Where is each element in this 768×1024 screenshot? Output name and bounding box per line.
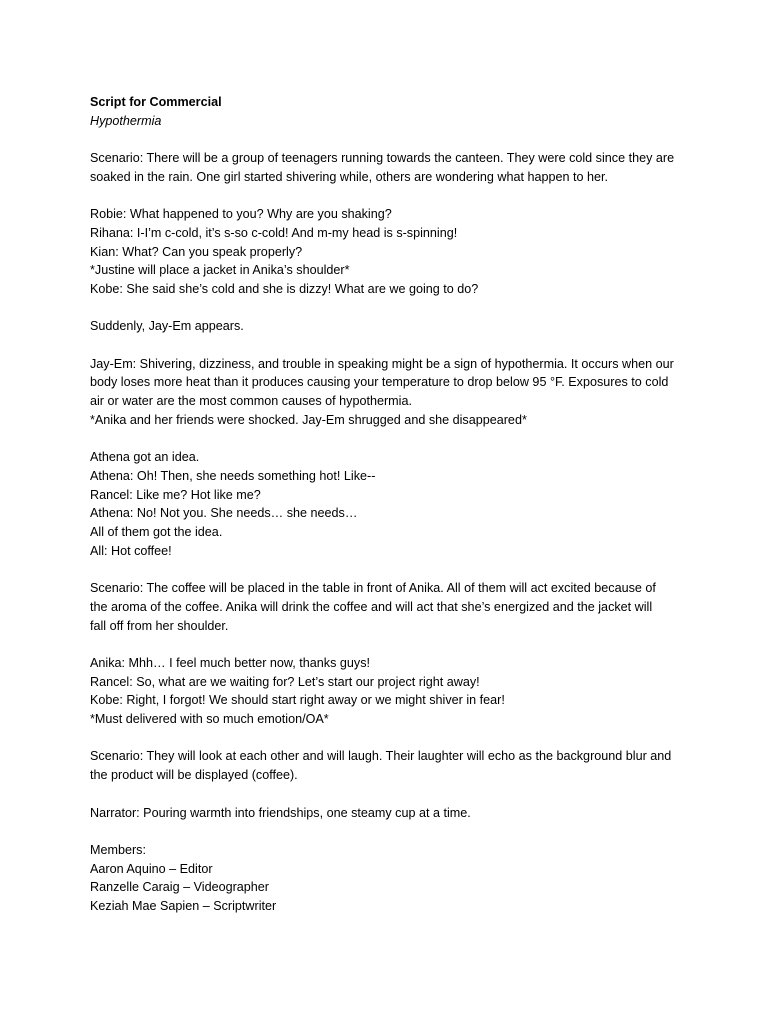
script-paragraph [90, 747, 690, 784]
script-line: soaked in the rain. One girl started shivering while, others are wondering what happen to her. [90, 169, 609, 184]
script-line: Robie: What happened to you? Why are you shaking? [90, 207, 392, 222]
script-line: the product will be displayed (coffee). [90, 768, 298, 783]
script-line: Suddenly, Jay-Em appears. [90, 319, 244, 334]
script-paragraph [90, 205, 690, 299]
script-paragraph [90, 804, 690, 823]
script-line: Kobe: Right, I forgot! We should start right away or we might shiver in fear! [90, 693, 505, 708]
script-line: Athena got an idea. [90, 450, 200, 465]
script-paragraph [90, 654, 690, 729]
heading-block [90, 93, 690, 130]
script-line: Rihana: I-I’m c-cold, it’s s-so c-cold! And m-my head is s-spinning! [90, 225, 458, 240]
script-line: air or water are the most common causes of hypothermia. [90, 394, 412, 409]
script-line: Keziah Mae Sapien – Scriptwriter [90, 899, 277, 914]
script-line: body loses more heat than it produces causing your temperature to drop below 95 °F. Exposures to cold [90, 375, 669, 390]
script-line: All of them got the idea. [90, 525, 223, 540]
script-line: *Must delivered with so much emotion/OA* [90, 712, 329, 727]
script-line: Kian: What? Can you speak properly? [90, 244, 303, 259]
script-line: Scenario: There will be a group of teenagers running towards the canteen. They were cold since they are [90, 151, 675, 166]
script-line: fall off from her shoulder. [90, 618, 229, 633]
script-line: Ranzelle Caraig – Videographer [90, 880, 269, 895]
script-line: Anika: Mhh… I feel much better now, thanks guys! [90, 655, 371, 670]
script-line: Scenario: They will look at each other and will laugh. Their laughter will echo as the background blur and [90, 749, 672, 764]
script-line: Rancel: So, what are we waiting for? Let’s start our project right away! [90, 674, 480, 689]
script-paragraph [90, 579, 690, 635]
script-body [90, 149, 690, 916]
script-paragraph [90, 149, 690, 186]
script-paragraph [90, 448, 690, 560]
script-line: Kobe: She said she’s cold and she is dizzy! What are we going to do? [90, 282, 479, 296]
script-line: *Anika and her friends were shocked. Jay-Em shrugged and she disappeared* [90, 412, 527, 427]
script-line: Athena: No! Not you. She needs… she needs… [90, 506, 358, 521]
script-line: Rancel: Like me? Hot like me? [90, 487, 261, 502]
script-line: Narrator: Pouring warmth into friendships, one steamy cup at a time. [90, 805, 471, 820]
script-paragraph [90, 317, 690, 336]
document-subtitle: Hypothermia [90, 113, 162, 128]
script-line: the aroma of the coffee. Anika will drink the coffee and will act that she’s energized and the jacket will [90, 599, 653, 614]
script-line: Members: [90, 842, 146, 857]
script-line: *Justine will place a jacket in Anika’s shoulder* [90, 263, 350, 278]
script-paragraph [90, 841, 690, 916]
script-line: Athena: Oh! Then, she needs something hot! Like-- [90, 468, 376, 483]
document-title: Script for Commercial [90, 95, 222, 109]
script-paragraph [90, 355, 690, 430]
script-line: All: Hot coffee! [90, 543, 172, 558]
script-line: Jay-Em: Shivering, dizziness, and trouble in speaking might be a sign of hypothermia. It occurs when our [90, 356, 674, 371]
script-line: Aaron Aquino – Editor [90, 861, 213, 876]
script-line: Scenario: The coffee will be placed in the table in front of Anika. All of them will act excited because of [90, 581, 656, 596]
document-page [90, 93, 690, 934]
